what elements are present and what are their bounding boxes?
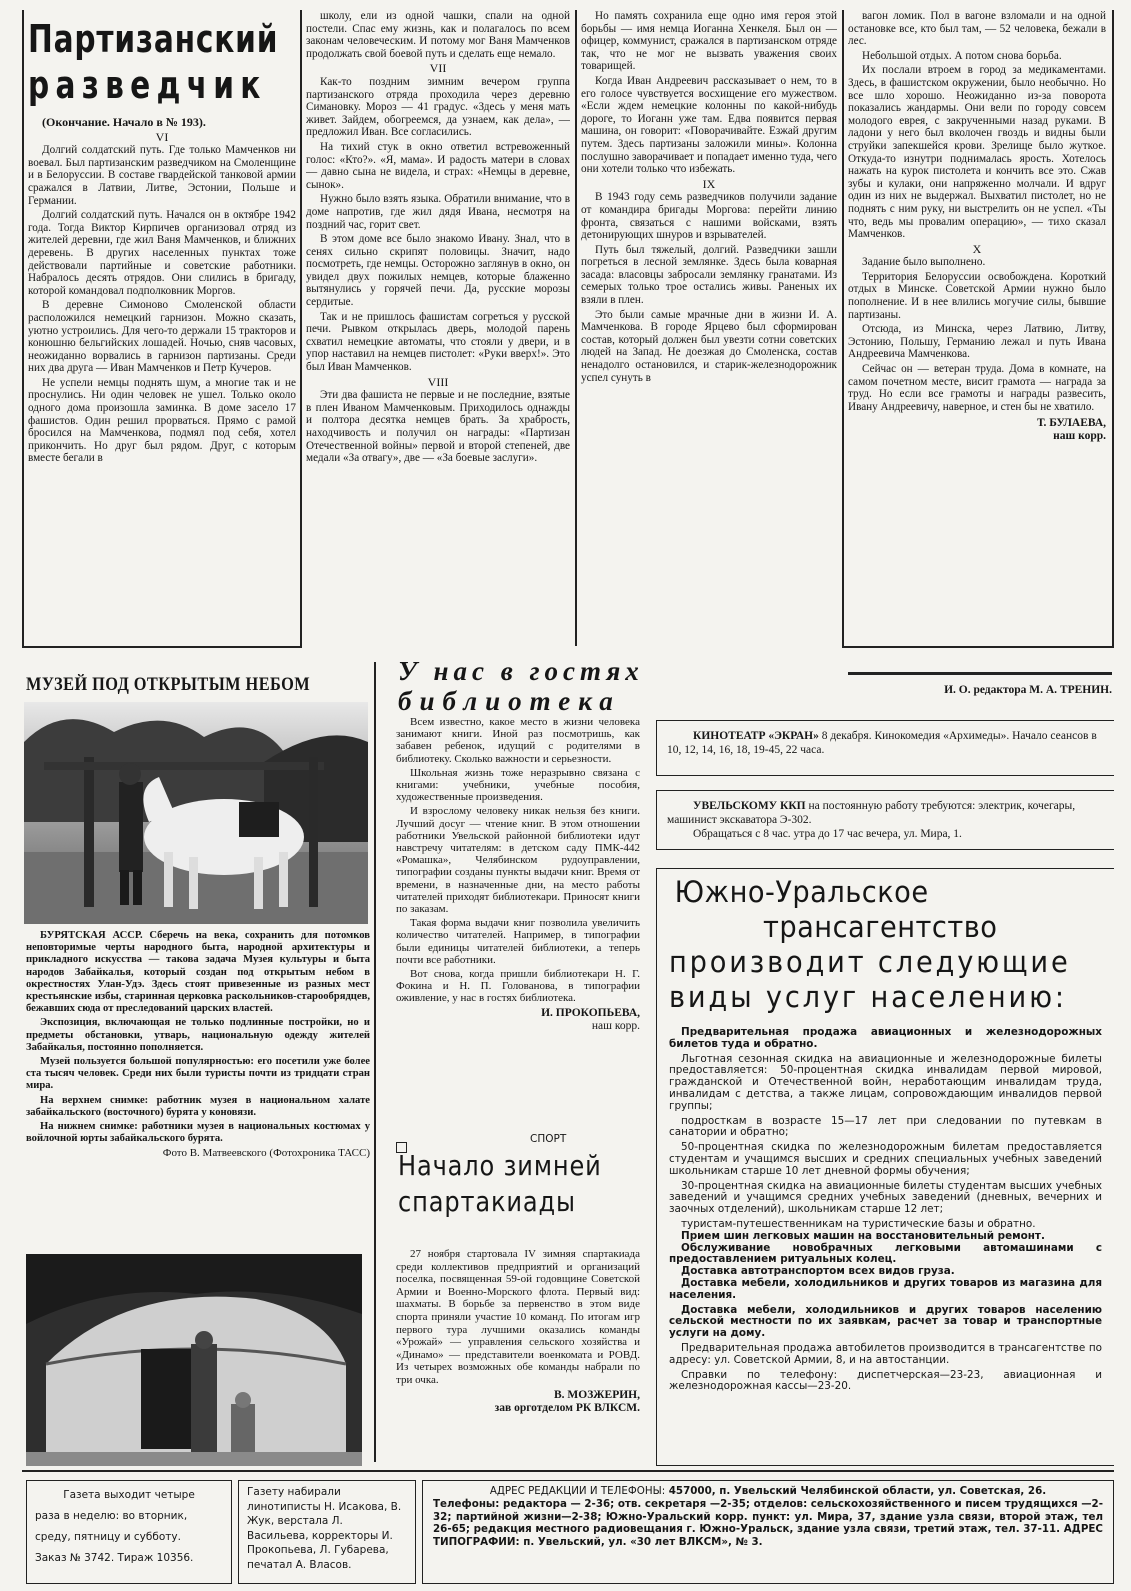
horse-hitching-post-photo [24, 702, 368, 924]
service-item: туристам-путешественникам на туристические базы и обратно. [681, 1217, 1036, 1230]
paragraph: В этом доме все было знакомо Ивану. Знал, что в сенях сильно скрипят половицы. Значит, надо посмотреть, где немцы. Осторожно заглянув в окно, он увидел двух пожилых немцев, которые блаженно вытянулись у горячей печи. Да, русские морозы сердитые. [306, 233, 570, 309]
author-signature [848, 417, 1106, 443]
sport-title-line-2: спартакиады [398, 1185, 576, 1218]
trans-heading-line-2: трансагентство [763, 910, 998, 944]
trans-ad [656, 868, 1114, 1466]
kkp-text: на постоянную работу требуются: электрик, кочегары, машинист экскаватора Э-302. [667, 800, 1076, 826]
footer-line: раза в неделю: во вторник, [35, 1510, 188, 1522]
paragraph: На верхнем снимке: работник музея в национальном халате забайкальского (восточного) бурята у коновязи. [26, 1094, 370, 1118]
razvedchik-column-3 [581, 10, 837, 644]
service-item: 50-процентная скидка по железнодорожным билетам предоставляется студентам и учащимся высших и средних специальных учебных заведений школьникам старше 10 лет дневной формы обучения; [669, 1141, 1102, 1177]
paragraph: Музей пользуется большой популярностью: его посетили уже более ста тысяч человек. Среди них были туристы почти из тридцати стран мира. [26, 1056, 370, 1092]
paragraph: вагон ломик. Пол в вагоне взломали и на одной остановке все, кто был там, — 52 человека, бежали в лес. [848, 10, 1106, 48]
phones-text: Телефоны: редактора — 2-36; отв. секретаря —2-35; отделов: сельскохозяйственного и писем трудящихся —2-32; партийной жизни—2-38; Южно-Уральский корр. пункт: ул. Мира, 37, здание узла связи, второй этаж, тел 26-65; редакция местного радиовещания г. Южно-Уральск, здание узла связи, третий этаж, тел. 37-11. АДРЕС ТИПОГРАФИИ: п. Увельский, ул. «30 лет ВЛКСМ», № 3. [433, 1497, 1103, 1549]
library-title-line-2: библиотека [398, 686, 621, 716]
paragraph: Всем известно, какое место в жизни человека занимают книги. Иной раз посмотришь, как забавен ребенок, идущий с родителями в библиотеку. Сколько важности и серьезности. [396, 716, 640, 765]
article-title [28, 16, 279, 108]
library-text [396, 716, 640, 1046]
paragraph: В деревне Симоново Смоленской области расположился немецкий гарнизон. Можно сказать, уютно устроились. Для чего-то держали 15 тракторов и конюшню бельгийских лошадей. Ночью, сняв часовых, неожиданно ворвались в гарнизон партизаны. Среди них два друга — Иван Мамченков и Петр Кучеров. [28, 299, 296, 375]
author-role: зав орготделом РК ВЛКСМ. [494, 1401, 640, 1414]
sport-title [398, 1148, 613, 1220]
paragraph: На нижнем снимке: работники музея в национальных костюмах у войлочной юрты забайкальского бурята. [26, 1121, 370, 1145]
trans-services-list [669, 1027, 1102, 1393]
paragraph: БУРЯТСКАЯ АССР. Сберечь на века, сохранить для потомков неповторимые черты народного быта, народной архитектуры и прикладного искусства — такова задача Музея культуры и быта народов Забайкалья, который создан под открытым небом в окрестностях Улан-Удэ. Здесь стоят привезенные из разных мест крестьянские избы, старинная церковка раскольников-старообрядцев, бежавших сюда от преследований царских властей. [26, 930, 370, 1015]
service-item: Предварительная продажа автобилетов производится в трансагентстве по адресу: ул. Советской Армии, 8, и на автостанции. [669, 1341, 1102, 1366]
address-heading: АДРЕС РЕДАКЦИИ И ТЕЛЕФОНЫ: [489, 1485, 666, 1497]
kino-ad [656, 720, 1114, 776]
kino-text: 8 декабря. Кинокомедия «Архимеды». Начало сеансов в 10, 12, 14, 16, 18, 19-45, 22 часа. [667, 730, 1097, 756]
paragraph: Такая форма выдачи книг позволила увеличить количество читателей. Например, в типографии были единицы читателей библиотеки, а теперь почти все работники. [396, 917, 640, 966]
paragraph: Сейчас он — ветеран труда. Дома в комнате, на самом почетном месте, висит грамота — награда за труд. Но если все грамоты и награды развесить, Ивану Андреевичу, наверное, и стен бы не хватило. [848, 363, 1106, 413]
service-item: Прием шин легковых машин на восстановительный ремонт. [681, 1229, 1045, 1242]
sport-kicker: СПОРТ [530, 1133, 567, 1145]
paragraph: Их послали втроем в город за медикаментами. Здесь, в фашистском окружении, было необычно. Но все шло хорошо. Неожиданно из-за поворота показались жандармы. Они вели по городу совсем молодого еврея, с закрученными назад руками. В ладони у него был вколочен гвоздь и видны были струйки запекшейся крови. Зрелище было жуткое. Откуда-то изнутри поднималась ярость. Хотелось нажать на курок пистолета и кончить все это. Сжав зубы и кулаки, они напряженно молчали. И вдруг один из них не выдержал. Выхватил пистолет, но не поднять с ним руку, ни выстрелить он не успел. «Ты что, ведь мы провалим операцию», — тихо сказал Мамченков. [848, 64, 1106, 241]
trans-heading-line-3: производит следующие [669, 945, 1071, 979]
paragraph: Путь был тяжелый, долгий. Разведчики зашли погреться в лесной землянке. Здесь была коварная засада: власовцы забросали землянку гранатами. Из семерых только трое остались живы. Раненых их взяли в плен. [581, 243, 837, 307]
author-role: наш корр. [591, 1019, 640, 1032]
service-item: Предварительная продажа авиационных и железнодорожных билетов туда и обратно. [669, 1026, 1102, 1050]
service-item: Доставка автотранспортом всех видов груза. [681, 1265, 955, 1278]
title-line-2: разведчик [28, 63, 267, 107]
paragraph: И взрослому человеку никак нельзя без книги. Лучший досуг — чтение книг. В этом отношении работники Увельской районной библиотеки идут навстречу читателям: в детском саду ПМК-442 «Ромашка», Челябинском рудоуправлении, типографии созданы пункты выдачи книг. Время от времени, в назначенные дни, на место работы читателей приходят библиотекари. Приносят книги по заказам. [396, 805, 640, 916]
section-number: VI [155, 129, 169, 144]
paragraph: Нужно было взять языка. Обратили внимание, что в доме напротив, где жил дядя Ивана, несмотря на поздний час, горит свет. [306, 193, 570, 231]
service-item: Доставка мебели, холодильников и других товаров из магазина для населения. [669, 1276, 1102, 1301]
footer-staff [238, 1480, 416, 1584]
paragraph: Так и не пришлось фашистам согреться у русской печи. Рывком открылась дверь, молодой парень схватил немецкие автоматы, что стояли у двери, и в упор наставил на немцев пистолет: «Руки вверх!». Это был Иван Мамченков. [306, 310, 570, 374]
paragraph: Школьная жизнь тоже неразрывно связана с книгами: учебники, учебные пособия, художественные произведения. [396, 766, 640, 804]
razvedchik-column-1 [28, 12, 296, 644]
section-number: IX [702, 176, 716, 191]
yurt-photo [26, 1254, 362, 1466]
paragraph: Отсюда, из Минска, через Латвию, Литву, Эстонию, Польшу, Германию лежал и путь Ивана Андреевича Мамченкова. [848, 323, 1106, 361]
paragraph: В 1943 году семь разведчиков получили задание от командира бригады Моргова: перейти линию фронта, связаться с нашими войсками, взять детонирующих шнуров и взрывателей. [581, 191, 837, 242]
paragraph: Долгий солдатский путь. Начался он в октябре 1942 года. Тогда Виктор Кирпичев организовал отряд из жителей деревни, где жил Ваня Мамченков, и ближних деревень. В других населенных пунктах тоже действовали партийные и советские работники. Набралось десять отрядов. Они слились в бригаду, которой командовал подполковник Моргов. [28, 209, 296, 297]
article-subtitle: (Окончание. Начало в № 193). [42, 115, 206, 129]
footer-line: Заказ № 3742. Тираж 10356. [35, 1552, 194, 1564]
kino-lead: КИНОТЕАТР «ЭКРАН» [693, 730, 819, 742]
footer-line: Газета выходит четыре [63, 1489, 195, 1501]
paragraph: Но память сохранила еще одно имя героя этой борьбы — имя немца Иоганна Хенкеля. Был он — офицер, коммунист, сражался в партизанском отряде так, что не мог не вызвать уважения своих товарищей. [581, 10, 837, 73]
service-item: подросткам в возрасте 15—17 лет при следовании по путевкам в санатории и обратно; [669, 1114, 1102, 1139]
paragraph: Как-то поздним зимним вечером группа партизанского отряда проходила через деревню Симановку. Мороз — 41 градус. «Здесь у меня мать живет. Зайдем, обогреемся, да узнаем, как дела», — предложил Иван. Все согласились. [306, 75, 570, 139]
paragraph: Территория Белоруссии освобождена. Короткий отдых в Минске. Советской Армии нужно было пополнение. И в нее влились могучие силы, бывшие партизаны. [848, 270, 1106, 321]
trans-heading-line-4: виды услуг населению: [669, 980, 1067, 1014]
footer-address [422, 1480, 1114, 1584]
service-item: Доставка мебели, холодильников и других товаров населению сельской местности по их заявкам, расчет за товар и транспортные услуги на дому. [669, 1303, 1102, 1340]
footer-staff-text: Газету набирали линотиписты Н. Исакова, В. Жук, верстала Л. Васильева, корректоры И. Прокопьева, Л. Губарева, печатал А. Власов. [247, 1486, 402, 1571]
sport-title-line-1: Начало зимней [398, 1149, 602, 1182]
paragraph: Небольшой отдых. А потом снова борьба. [862, 49, 1062, 62]
paragraph: школу, ели из одной чашки, спали на одной постели. Спас ему жизнь, как и полагалось по всем законам человеческим. И потому мог Ваня Мамченков продолжать свой боевой путь и сделать еще немало. [306, 10, 570, 60]
library-title [398, 656, 648, 716]
museum-text [26, 930, 370, 1242]
kkp-text-2: Обращаться с 8 час. утра до 17 час вечера, ул. Мира, 1. [693, 828, 962, 840]
author-name: В. МОЗЖЕРИН, [554, 1388, 640, 1401]
kkp-ad [656, 790, 1114, 850]
paragraph: 27 ноября стартовала IV зимняя спартакиада среди коллективов предприятий и организаций поселка, посвященная 59-ой годовщине Советской Армии и Военно-Морского флота. Первый вид: шахматы. В борьбе за первенство в этом виде спорта приняли участие 10 команд. По итогам игр первого тура лучшими оказались команды «Урожай» — управления сельского хозяйства и «Динамо» — представители военкомата и РОВД. Из четырех возможных обе команды набрали по три очка. [396, 1248, 640, 1386]
author-signature [396, 1007, 640, 1033]
trans-heading-line-1: Южно-Уральское [674, 875, 929, 909]
paragraph: Экспозиция, включающая не только подлинные постройки, но и предметы обстановки, утварь, национальную одежду жителей Забайкалья, постоянно пополняется. [26, 1017, 370, 1053]
paragraph: Когда Иван Андреевич рассказывает о нем, то в его голосе чувствуется восхищение его мужеством. «Если ждем немецкие колонны по какой-нибудь дороге, то Иоганн уже там. Едва появится первая машина, он говорит: «Поворачивайте. Езжай другим путем. Здесь партизаны заложили мины». Колонна послушно заворачивает и попадает именно туда, чего они хотели только что избежать. [581, 74, 837, 176]
paragraph: Задание было выполнено. [862, 256, 986, 269]
title-line-1: Партизанский [28, 17, 279, 61]
paragraph: Долгий солдатский путь. Где только Мамченков ни воевал. Был партизанским разведчиком на Смоленщине и в Белоруссии. В составе гвардейской танковой армии сражался в Латвии, Литве, Эстонии, Польше и Германии. [28, 144, 296, 207]
service-item: Обслуживание новобрачных легковыми автомашинами с предоставлением ритуальных колец. [669, 1241, 1102, 1266]
trans-heading [669, 875, 1076, 1015]
section-number: VIII [427, 374, 449, 389]
razvedchik-column-2 [306, 10, 570, 644]
museum-title: МУЗЕЙ ПОД ОТКРЫТЫМ НЕБОМ [26, 674, 311, 695]
footer-publication-info [26, 1480, 232, 1584]
museum-photo-top [24, 702, 368, 924]
author-name: Т. БУЛАЕВА, [1036, 417, 1106, 430]
paragraph: На тихий стук в окно ответил встревоженный голос: «Кто?». «Я, мама». И радость матери в словах — давно сына не видела, и страх: «Немцы в деревне, сынок». [306, 140, 570, 191]
sport-text [396, 1248, 640, 1448]
paragraph: Не успели немцы поднять шум, а многие так и не проснулись. Ни один человек не ушел. Только около одного дома произошла заминка. В доме засело 17 фашистов. Один решил прорваться. Прямо с рамой бросился на Мамченкова, подмял под себя, хотел прикончить. Но друг был рядом. Друг, с которым вместе бегали в [28, 376, 296, 465]
service-item: Льготная сезонная скидка на авиационные и железнодорожные билеты предоставляется: 50-процентная скидка инвалидам первой мировой, гражданской и Отечественной войн, неработающим инвалидам труда, инвалидам с детства, а также лицам, сопровождающим инвалидов первой группы; [669, 1052, 1102, 1112]
kkp-lead: УВЕЛЬСКОМУ ККП [693, 800, 806, 812]
footer-line: среду, пятницу и субботу. [35, 1531, 181, 1543]
service-item: Справки по телефону: диспетчерская—23-23, авиационная и железнодорожная кассы—23-20. [669, 1368, 1102, 1393]
author-role: наш корр. [1053, 430, 1106, 443]
service-item: 30-процентная скидка на авиационные билеты студентам высших учебных заведений и учащимся средних учебных заведений (дневных, вечерних и заочных отделений), школьникам старше 12 лет; [669, 1179, 1102, 1216]
address-text: 457000, п. Увельский Челябинской области, ул. Советская, 26. [665, 1485, 1047, 1497]
paragraph: Вот снова, когда пришли библиотекари Н. Г. Фокина и Н. П. Голованова, в типографии оживление, у нас в гостях библиотека. [396, 968, 640, 1005]
museum-photo-bottom [26, 1254, 362, 1466]
section-number: VII [429, 61, 447, 76]
library-title-line-1: У нас в гостях [398, 656, 644, 686]
author-name: И. ПРОКОПЬЕВА, [541, 1006, 640, 1019]
editor-line: И. О. редактора М. А. ТРЕНИН. [944, 684, 1112, 696]
paragraph: Эти два фашиста не первые и не последние, взятые в плен Иваном Мамченковым. Приходилось однажды и полтора десятка немцев брать. За храбрость, находчивость и получил он награды: «Партизан Отечественной войны» первой и второй степеней, две медали «За отвагу», две — «За боевые заслуги». [306, 389, 570, 465]
razvedchik-column-4 [848, 10, 1106, 644]
photo-credit: Фото В. Матвеевского (Фотохроника ТАСС) [162, 1147, 370, 1160]
author-signature [396, 1389, 640, 1415]
section-number: X [972, 241, 982, 256]
paragraph: Это были самые мрачные дни в жизни И. А. Мамченкова. В городе Ярцево был сформирован состав, который должен был увезти сотни советских людей на Запад. Не доезжая до Смоленска, состав ненадолго остановился, и старик-железнодорожник успел сунуть в [581, 308, 837, 384]
